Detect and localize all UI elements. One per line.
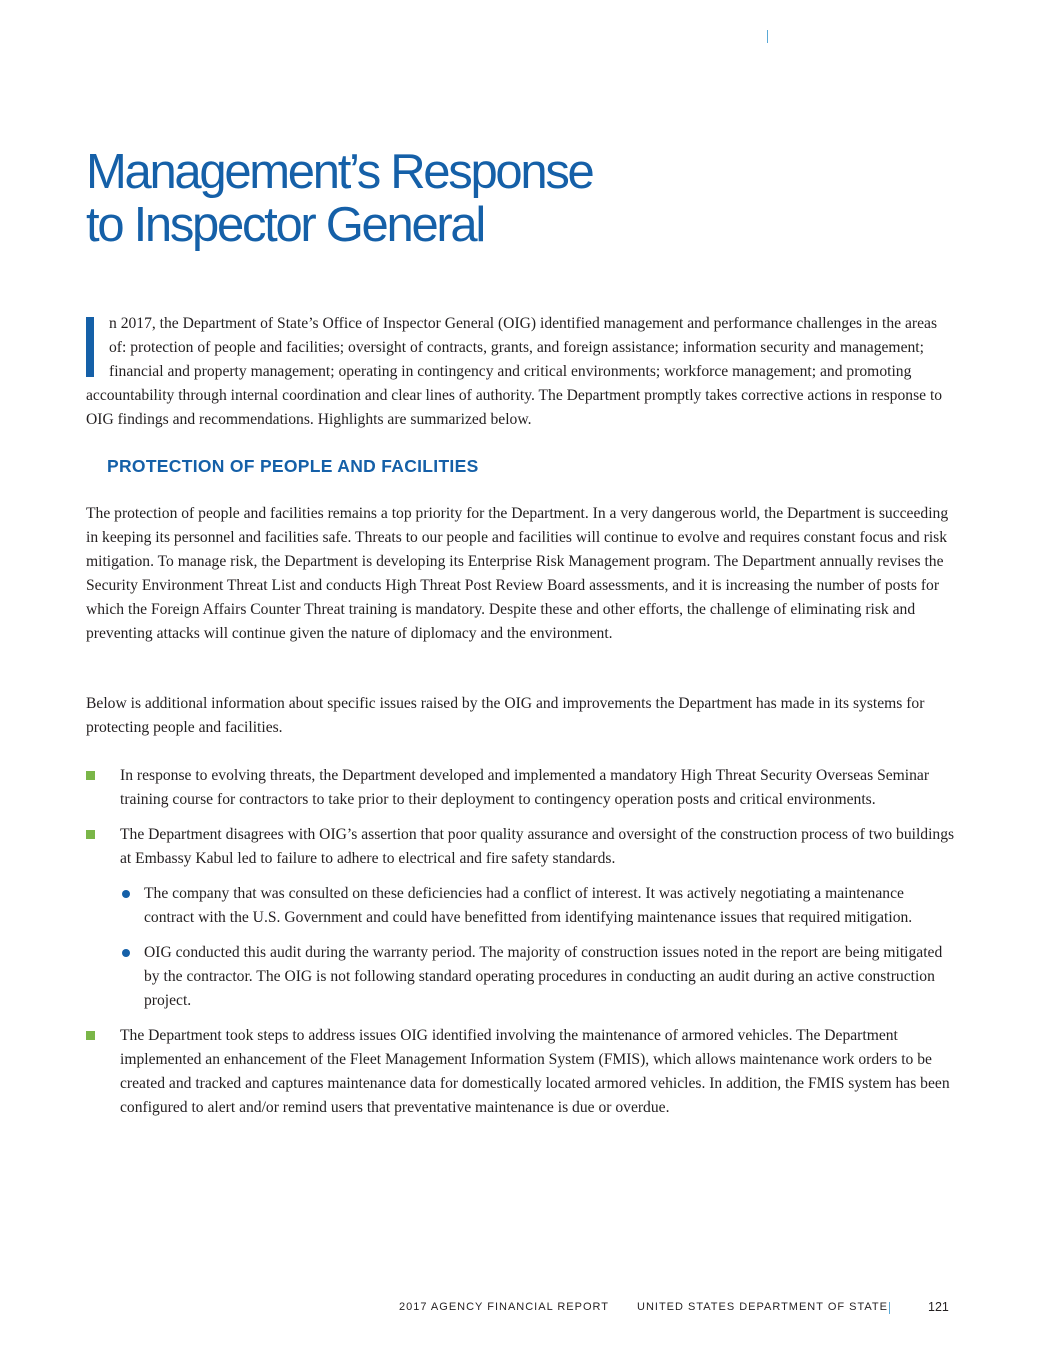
sub-list-item-text: OIG conducted this audit during the warranty period. The majority of construction issues noted in the report are being mitigated by the contractor. The OIG is not following standard operating procedures in conducting an audit during an active construction project.	[144, 944, 943, 1009]
sub-list-item	[120, 882, 956, 930]
page-footer	[0, 1300, 1043, 1316]
drop-cap	[86, 317, 94, 377]
square-bullet-icon	[86, 1031, 95, 1040]
intro-paragraph	[86, 312, 956, 432]
section-heading: PROTECTION OF PEOPLE AND FACILITIES	[107, 456, 479, 476]
sub-bullet-list	[120, 882, 956, 1013]
list-item	[86, 1024, 956, 1120]
sub-list-item	[120, 941, 956, 1013]
square-bullet-icon	[86, 771, 95, 780]
list-item-text: In response to evolving threats, the Department developed and implemented a mandatory High Threat Security Overseas Seminar training course for contractors to take prior to their deployment to contingency operation posts and critical environments.	[120, 767, 930, 808]
section-paragraph-2: Below is additional information about specific issues raised by the OIG and improvements the Department has made in its systems for protecting people and facilities.	[86, 695, 925, 736]
list-item	[86, 823, 956, 1013]
sub-list-item-text: The company that was consulted on these deficiencies had a conflict of interest. It was actively negotiating a maintenance contract with the U.S. Government and could have benefitted from identifying maintenance issues that required mitigation.	[144, 885, 913, 926]
header-divider	[767, 30, 768, 43]
section-paragraph-1: The protection of people and facilities remains a top priority for the Department. In a very dangerous world, the Department is succeeding in keeping its personnel and facilities safe. Threats to our people and facilities will continue to evolve and requires constant focus and risk mitigation. To manage risk, the Department is developing its Enterprise Risk Management program. The Department annually revises the Security Environment Threat List and conducts High Threat Post Review Board assessments, and it is increasing the number of posts for which the Foreign Affairs Counter Threat training is mandatory. Despite these and other efforts, the challenge of eliminating risk and preventing attacks will continue given the nature of diplomacy and the environment.	[86, 505, 949, 642]
footer-department: UNITED STATES DEPARTMENT OF STATE	[637, 1301, 888, 1313]
page-title	[86, 146, 592, 252]
footer-divider	[889, 1302, 890, 1314]
list-item-text: The Department disagrees with OIG’s assertion that poor quality assurance and oversight of the construction process of two buildings at Embassy Kabul led to failure to adhere to electrical and fire safety standards.	[120, 826, 955, 867]
circle-bullet-icon	[122, 949, 130, 957]
footer-report-title: 2017 AGENCY FINANCIAL REPORT	[399, 1301, 609, 1313]
bullet-list	[86, 764, 956, 1131]
page-title-line-2: to Inspector General	[86, 198, 484, 252]
page-title-line-1: Management’s Response	[86, 145, 593, 199]
page-number: 121	[928, 1300, 949, 1314]
square-bullet-icon	[86, 830, 95, 839]
intro-text: n 2017, the Department of State’s Office of Inspector General (OIG) identified management and performance challenges in the areas of: protection of people and facilities; oversight of contracts, grants, and foreign assistance; information security and management; financial and property management; operating in contingency and critical environments; workforce management; and promoting accountability through internal coordination and clear lines of authority. The Department promptly takes corrective actions in response to OIG findings and recommendations. Highlights are summarized below.	[86, 315, 943, 428]
list-item-text: The Department took steps to address issues OIG identified involving the maintenance of armored vehicles. The Department implemented an enhancement of the Fleet Management Information System (FMIS), which allows maintenance work orders to be created and tracked and captures maintenance data for domestically located armored vehicles. In addition, the FMIS system has been configured to alert and/or remind users that preventative maintenance is due or overdue.	[120, 1027, 950, 1116]
circle-bullet-icon	[122, 890, 130, 898]
list-item	[86, 764, 956, 812]
